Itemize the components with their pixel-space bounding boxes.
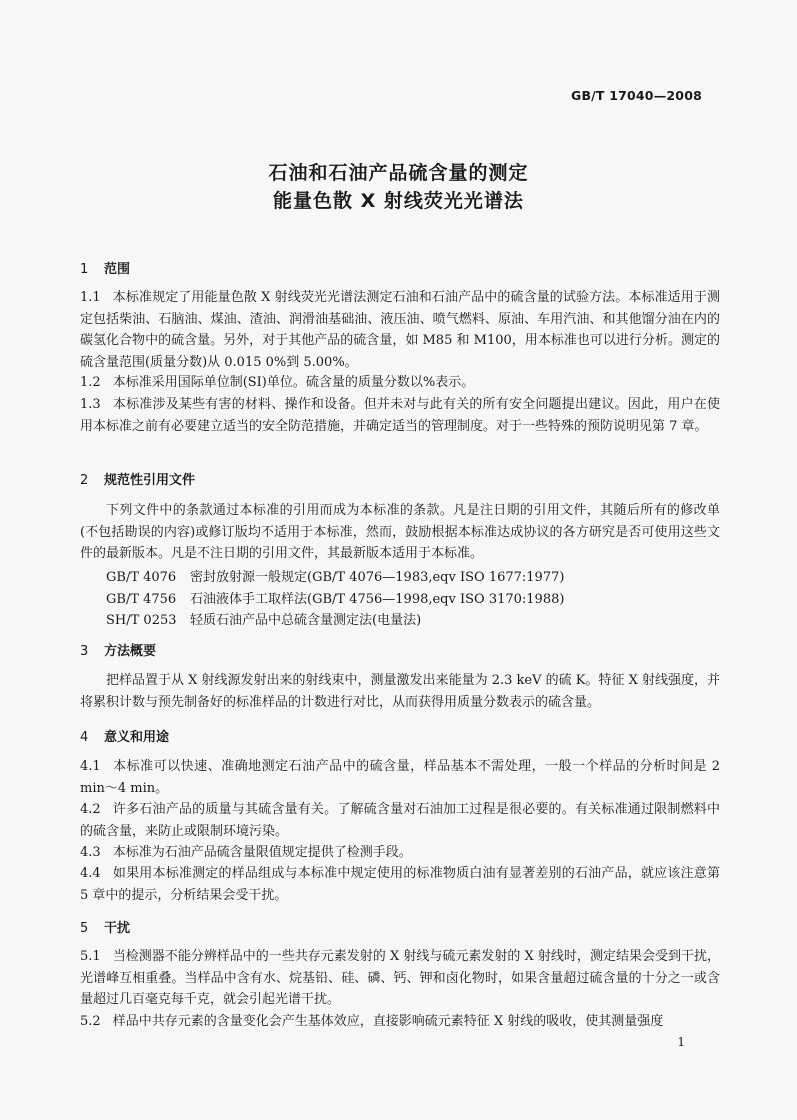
section-number: 1 xyxy=(80,262,89,277)
clause-1-3 xyxy=(80,394,720,437)
section-title: 干扰 xyxy=(104,921,131,936)
section-title: 规范性引用文件 xyxy=(104,473,196,488)
section-title: 意义和用途 xyxy=(104,730,170,745)
reference-code: GB/T 4076 xyxy=(106,570,177,585)
reference-title: 轻质石油产品中总硫含量测定法(电量法) xyxy=(190,613,422,628)
section-1-heading xyxy=(80,258,130,277)
section-title: 范围 xyxy=(104,262,131,277)
clause-5-2 xyxy=(80,1011,720,1033)
clause-number: 1.1 xyxy=(80,290,101,305)
reference-item xyxy=(106,566,564,585)
clause-text: 许多石油产品的质量与其硫含量有关。了解硫含量对石油加工过程是很必要的。有关标准通过限制燃料中的硫含量，来防止或限制环境污染。 xyxy=(80,802,720,839)
clause-5-1 xyxy=(80,946,720,1011)
reference-title: 密封放射源一般规定(GB/T 4076—1983,eqv ISO 1677:1977) xyxy=(190,570,565,585)
reference-code: SH/T 0253 xyxy=(106,613,177,628)
reference-item xyxy=(106,588,564,607)
reference-item xyxy=(106,609,421,628)
clause-number: 4.3 xyxy=(80,845,101,860)
section-number: 4 xyxy=(80,730,89,745)
clause-text: 当检测器不能分辨样品中的一些共存元素发射的 X 射线与硫元素发射的 X 射线时，测定结果会受到干扰，光谱峰互相重叠。当样品中含有水、烷基铅、硅、磷、钙、钾和卤化物时，如果含量超过硫含量的十分之一或含量超过几百毫克每千克，就会引起光谱干扰。 xyxy=(80,949,720,1007)
section-number: 3 xyxy=(80,644,89,659)
section-5-heading xyxy=(80,917,130,936)
clause-text: 如果用本标准测定的样品组成与本标准中规定使用的标准物质白油有显著差别的石油产品，就应该注意第 5 章中的提示，分析结果会受干扰。 xyxy=(80,866,720,903)
clause-text: 本标准涉及某些有害的材料、操作和设备。但并未对与此有关的所有安全问题提出建议。因此，用户在使用本标准之前有必要建立适当的安全防范措施，并确定适当的管理制度。对于一些特殊的预防说明见第 7 章。 xyxy=(80,397,720,434)
clause-number: 5.2 xyxy=(80,1014,101,1029)
clause-number: 4.2 xyxy=(80,802,101,817)
document-title-line2: 能量色散 X 射线荧光光谱法 xyxy=(273,190,524,212)
reference-code: GB/T 4756 xyxy=(106,592,177,607)
document-title-line1: 石油和石油产品硫含量的测定 xyxy=(268,162,529,184)
clause-4-3 xyxy=(80,842,720,864)
section-3-text: 把样品置于从 X 射线源发射出来的射线束中，测量激发出来能量为 2.3 keV 的硫 K。特征 X 射线强度，并将累积计数与预先制备好的标准样品的计数进行对比，从而获得用质量分数表示的硫含量。 xyxy=(80,673,720,710)
section-3-heading xyxy=(80,640,156,659)
clause-text: 本标准规定了用能量色散 X 射线荧光光谱法测定石油和石油产品中的硫含量的试验方法。本标准适用于测定包括柴油、石脑油、煤油、渣油、润滑油基础油、液压油、喷气燃料、原油、车用汽油、和其他馏分油在内的碳氢化合物中的硫含量。另外，对于其他产品的硫含量，如 M85 和 M100，用本标准也可以进行分析。测定的硫含量范围(质量分数)从 0.015 0%到 5.00%。 xyxy=(80,290,720,370)
section-title: 方法概要 xyxy=(104,644,157,659)
clause-number: 1.3 xyxy=(80,397,101,412)
clause-4-2 xyxy=(80,799,720,842)
reference-title: 石油液体手工取样法(GB/T 4756—1998,eqv ISO 3170:1988) xyxy=(190,592,565,607)
standard-number: GB/T 17040—2008 xyxy=(570,88,702,103)
section-4-heading xyxy=(80,726,169,745)
clause-number: 4.4 xyxy=(80,866,101,881)
clause-text: 样品中共存元素的含量变化会产生基体效应，直接影响硫元素特征 X 射线的吸收，使其测量强度 xyxy=(112,1014,664,1029)
page-number: 1 xyxy=(677,1035,685,1049)
clause-4-4 xyxy=(80,863,720,906)
clause-4-1 xyxy=(80,756,720,799)
clause-text: 本标准可以快速、准确地测定石油产品中的硫含量，样品基本不需处理，一般一个样品的分析时间是 2 min～4 min。 xyxy=(80,759,720,796)
section-number: 2 xyxy=(80,473,89,488)
clause-text: 本标准为石油产品硫含量限值规定提供了检测手段。 xyxy=(112,845,412,860)
clause-text: 本标准采用国际单位制(SI)单位。硫含量的质量分数以%表示。 xyxy=(112,375,475,390)
section-number: 5 xyxy=(80,921,89,936)
section-2-heading xyxy=(80,469,195,488)
clause-number: 1.2 xyxy=(80,375,101,390)
clause-number: 4.1 xyxy=(80,759,101,774)
section-2-intro: 下列文件中的条款通过本标准的引用而成为本标准的条款。凡是注日期的引用文件，其随后所有的修改单(不包括勘误的内容)或修订版均不适用于本标准，然而，鼓励根据本标准达成协议的各方研究是否可使用这些文件的最新版本。凡是不注日期的引用文件，其最新版本适用于本标准。 xyxy=(80,503,720,561)
clause-1-1 xyxy=(80,287,720,373)
clause-number: 5.1 xyxy=(80,949,101,964)
clause-1-2 xyxy=(80,372,720,394)
